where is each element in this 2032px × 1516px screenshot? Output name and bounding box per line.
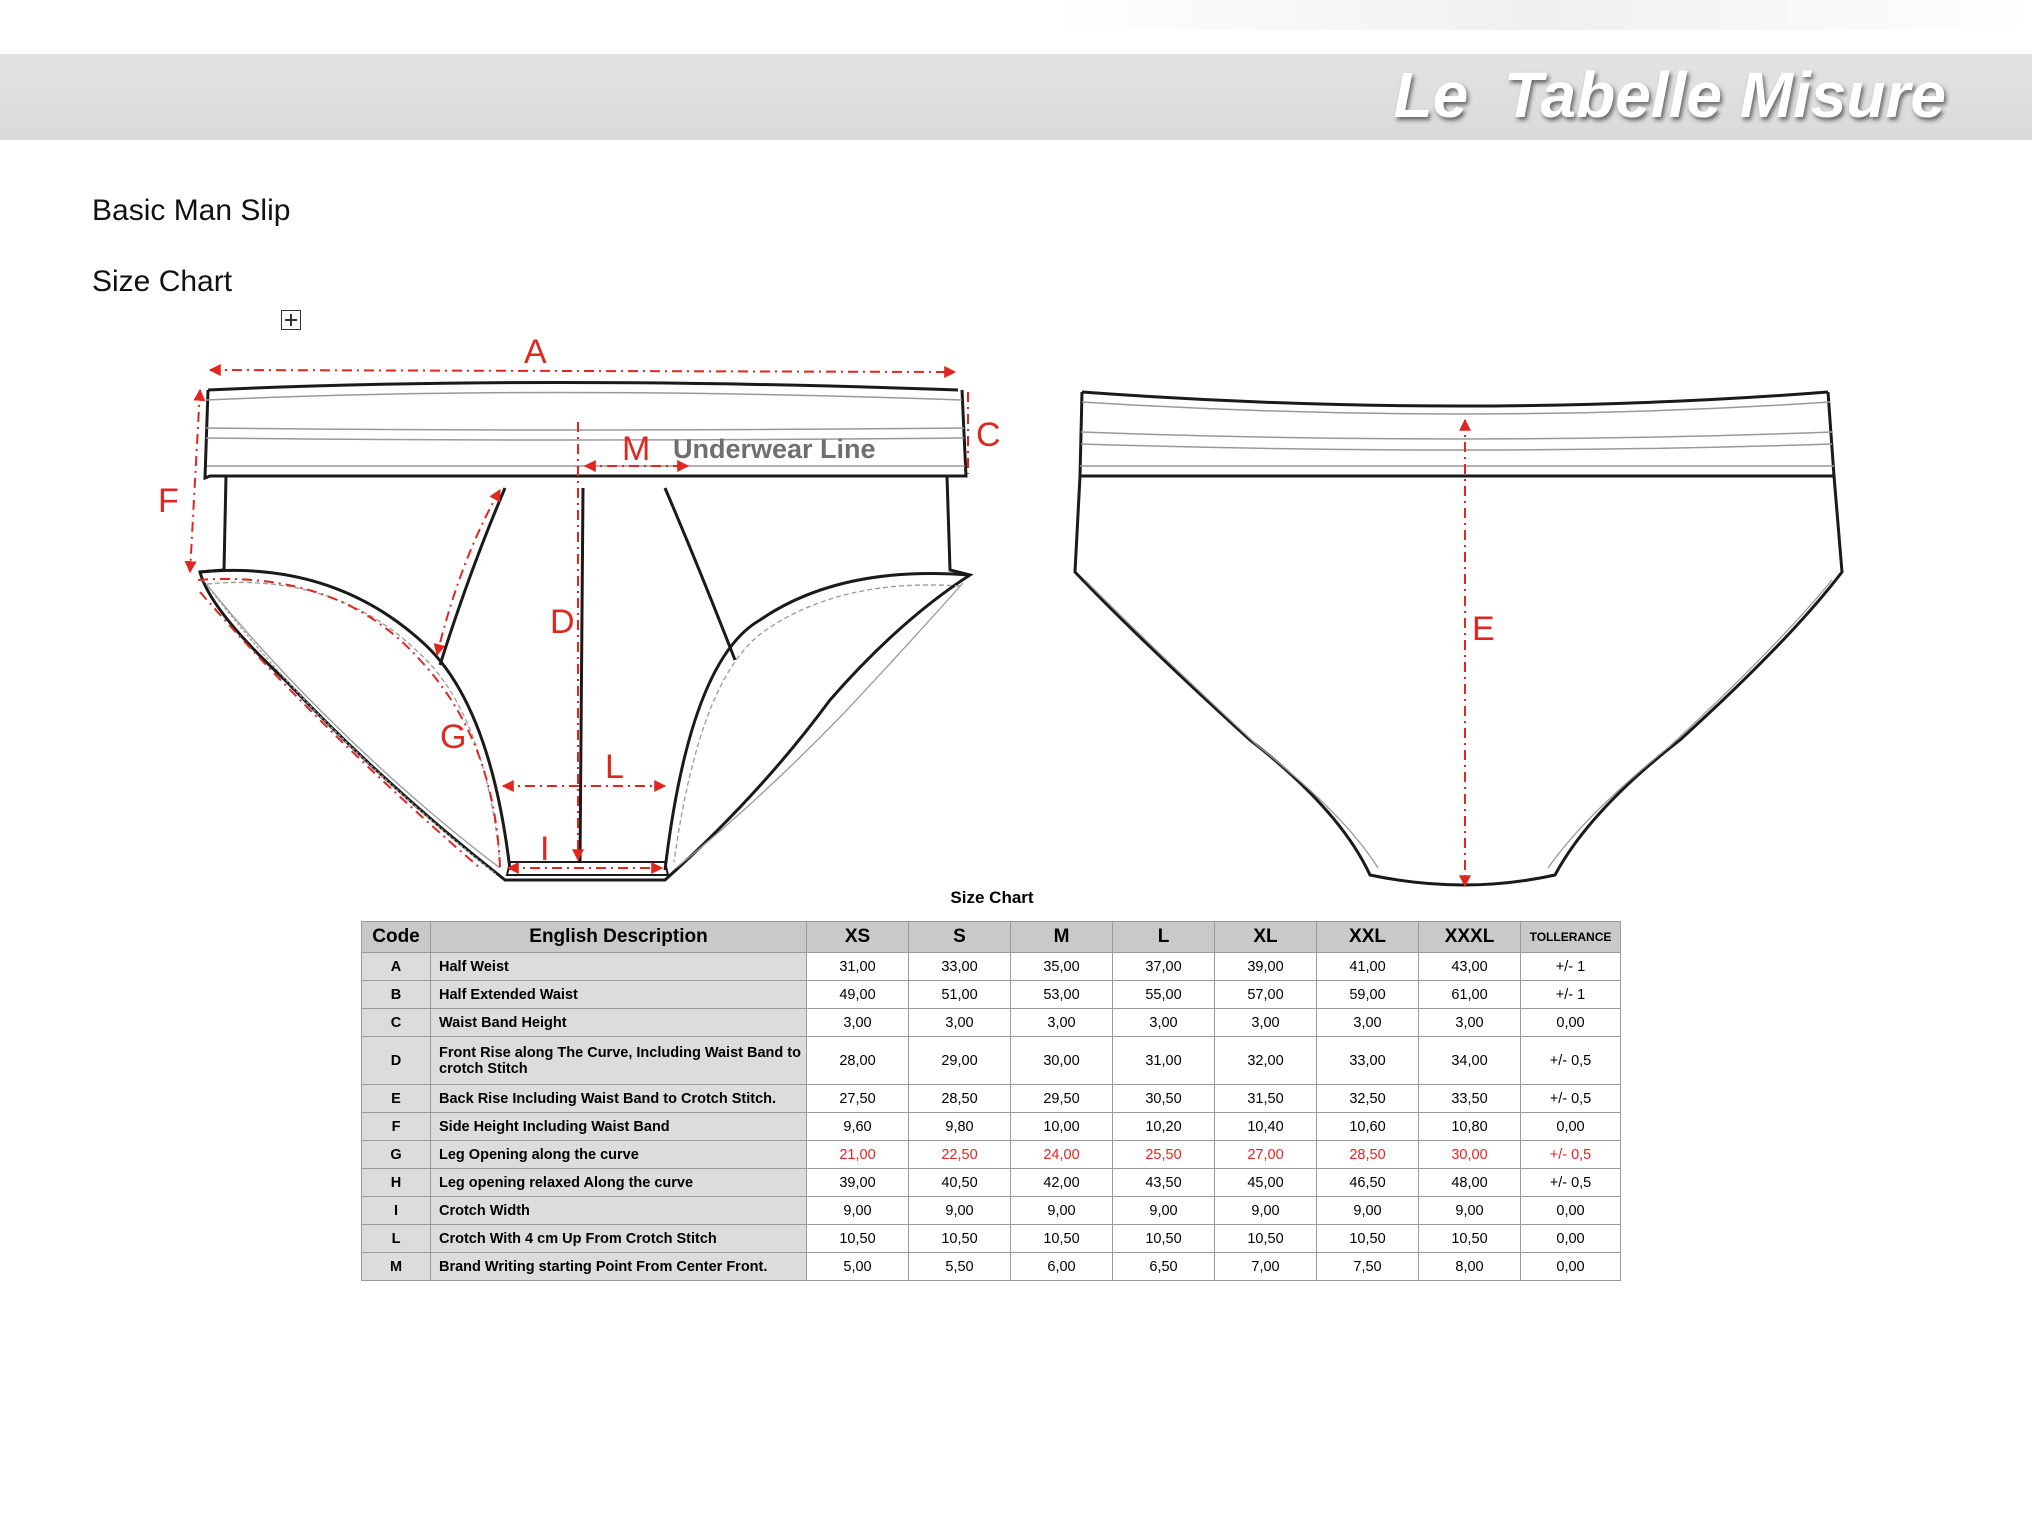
cell-value: 24,00 [1011, 1141, 1113, 1169]
header-size-m: M [1011, 922, 1113, 953]
table-header-row [362, 922, 1621, 953]
cell-value: 59,00 [1317, 981, 1419, 1009]
cell-value: 29,50 [1011, 1085, 1113, 1113]
cell-value: 6,00 [1011, 1253, 1113, 1281]
cell-tolerance: +/- 1 [1521, 953, 1621, 981]
cell-value: 10,50 [1215, 1225, 1317, 1253]
label-i: I [540, 830, 550, 868]
cell-value: 29,00 [909, 1037, 1011, 1085]
table-caption: Size Chart [950, 888, 1034, 907]
cell-value: 10,50 [1419, 1225, 1521, 1253]
cell-value: 33,50 [1419, 1085, 1521, 1113]
row-description: Leg opening relaxed Along the curve [431, 1169, 807, 1197]
row-code: H [362, 1169, 431, 1197]
table-row [362, 953, 1621, 981]
row-description: Half Weist [431, 953, 807, 981]
cell-value: 3,00 [1011, 1009, 1113, 1037]
cell-value: 42,00 [1011, 1169, 1113, 1197]
cell-value: 22,50 [909, 1141, 1011, 1169]
cell-value: 3,00 [1113, 1009, 1215, 1037]
measure-f-line [190, 390, 200, 572]
cell-value: 9,60 [807, 1113, 909, 1141]
row-description: Back Rise Including Waist Band to Crotch Stitch. [431, 1085, 807, 1113]
label-d: D [550, 603, 575, 641]
cell-value: 10,40 [1215, 1113, 1317, 1141]
cell-value: 27,50 [807, 1085, 909, 1113]
cell-tolerance: +/- 0,5 [1521, 1085, 1621, 1113]
cell-value: 9,00 [1011, 1197, 1113, 1225]
row-description: Front Rise along The Curve, Including Waist Band to crotch Stitch [431, 1037, 807, 1085]
header-size-xxxl: XXXL [1419, 922, 1521, 953]
cell-value: 9,00 [1113, 1197, 1215, 1225]
table-row [362, 1169, 1621, 1197]
cell-value: 10,50 [1011, 1225, 1113, 1253]
cell-tolerance: 0,00 [1521, 1113, 1621, 1141]
label-f: F [158, 482, 179, 520]
header-size-xxl: XXL [1317, 922, 1419, 953]
table-row [362, 1009, 1621, 1037]
cell-value: 41,00 [1317, 953, 1419, 981]
cell-value: 48,00 [1419, 1169, 1521, 1197]
cell-value: 9,00 [1317, 1197, 1419, 1225]
cell-value: 3,00 [909, 1009, 1011, 1037]
front-body-outline [200, 476, 970, 880]
cell-tolerance: 0,00 [1521, 1253, 1621, 1281]
label-e: E [1472, 610, 1495, 648]
cell-value: 10,50 [909, 1225, 1011, 1253]
measure-a-line [210, 370, 955, 372]
header-code: Code [362, 922, 431, 953]
cell-value: 21,00 [807, 1141, 909, 1169]
cell-value: 55,00 [1113, 981, 1215, 1009]
table-row [362, 1113, 1621, 1141]
cell-value: 34,00 [1419, 1037, 1521, 1085]
back-view [1075, 392, 1842, 885]
cell-value: 33,00 [909, 953, 1011, 981]
table-row [362, 1253, 1621, 1281]
row-code: I [362, 1197, 431, 1225]
cell-value: 49,00 [807, 981, 909, 1009]
cell-value: 31,00 [807, 953, 909, 981]
front-fly-left [440, 488, 505, 665]
back-waistband-top [1082, 392, 1828, 406]
cell-tolerance: 0,00 [1521, 1197, 1621, 1225]
size-table [361, 921, 1621, 1281]
cell-tolerance: +/- 0,5 [1521, 1169, 1621, 1197]
cell-tolerance: +/- 1 [1521, 981, 1621, 1009]
cell-value: 8,00 [1419, 1253, 1521, 1281]
cell-value: 31,00 [1113, 1037, 1215, 1085]
cell-value: 5,00 [807, 1253, 909, 1281]
label-g: G [440, 718, 467, 756]
cell-value: 27,00 [1215, 1141, 1317, 1169]
banner-title: Le Tabelle Misure [1393, 59, 1946, 131]
cell-value: 3,00 [1419, 1009, 1521, 1037]
front-fly-right [665, 488, 735, 660]
cell-value: 28,50 [909, 1085, 1011, 1113]
cell-value: 3,00 [1317, 1009, 1419, 1037]
cell-value: 32,50 [1317, 1085, 1419, 1113]
header-tolerance: TOLLERANCE [1521, 922, 1621, 953]
row-code: A [362, 953, 431, 981]
cell-value: 25,50 [1113, 1141, 1215, 1169]
front-waistband-top [208, 383, 958, 391]
underwear-line-label: Underwear Line [673, 434, 876, 464]
cell-value: 28,50 [1317, 1141, 1419, 1169]
label-a: A [524, 333, 547, 371]
cell-value: 57,00 [1215, 981, 1317, 1009]
cell-value: 6,50 [1113, 1253, 1215, 1281]
cell-value: 9,00 [1215, 1197, 1317, 1225]
row-description: Crotch Width [431, 1197, 807, 1225]
cell-tolerance: 0,00 [1521, 1009, 1621, 1037]
cell-tolerance: +/- 0,5 [1521, 1037, 1621, 1085]
cell-value: 5,50 [909, 1253, 1011, 1281]
header-size-xs: XS [807, 922, 909, 953]
cell-value: 10,00 [1011, 1113, 1113, 1141]
table-row [362, 1037, 1621, 1085]
cell-value: 51,00 [909, 981, 1011, 1009]
row-description: Brand Writing starting Point From Center Front. [431, 1253, 807, 1281]
header-size-l: L [1113, 922, 1215, 953]
cell-value: 7,50 [1317, 1253, 1419, 1281]
cell-value: 37,00 [1113, 953, 1215, 981]
cell-value: 33,00 [1317, 1037, 1419, 1085]
cell-value: 10,80 [1419, 1113, 1521, 1141]
cell-value: 10,50 [807, 1225, 909, 1253]
row-code: F [362, 1113, 431, 1141]
header-description: English Description [431, 922, 807, 953]
row-description: Leg Opening along the curve [431, 1141, 807, 1169]
cell-value: 39,00 [1215, 953, 1317, 981]
cell-value: 35,00 [1011, 953, 1113, 981]
cell-value: 30,00 [1011, 1037, 1113, 1085]
row-description: Crotch With 4 cm Up From Crotch Stitch [431, 1225, 807, 1253]
cell-value: 46,50 [1317, 1169, 1419, 1197]
cell-value: 39,00 [807, 1169, 909, 1197]
cell-value: 45,00 [1215, 1169, 1317, 1197]
front-center-seam [580, 488, 583, 862]
cell-value: 53,00 [1011, 981, 1113, 1009]
table-row [362, 981, 1621, 1009]
label-l: L [605, 748, 624, 786]
table-row [362, 1225, 1621, 1253]
diagram-labels [158, 333, 1495, 868]
label-m: M [622, 430, 651, 468]
cell-value: 61,00 [1419, 981, 1521, 1009]
row-code: E [362, 1085, 431, 1113]
cell-value: 3,00 [1215, 1009, 1317, 1037]
row-description: Half Extended Waist [431, 981, 807, 1009]
front-leg-right [665, 573, 970, 870]
cell-value: 43,00 [1419, 953, 1521, 981]
back-body-outline [1075, 476, 1842, 885]
cell-value: 3,00 [807, 1009, 909, 1037]
cell-value: 7,00 [1215, 1253, 1317, 1281]
cell-tolerance: +/- 0,5 [1521, 1141, 1621, 1169]
cell-value: 9,00 [1419, 1197, 1521, 1225]
cell-value: 31,50 [1215, 1085, 1317, 1113]
size-chart-heading: Size Chart [92, 265, 233, 298]
cell-value: 28,00 [807, 1037, 909, 1085]
row-code: B [362, 981, 431, 1009]
table-row-highlighted [362, 1141, 1621, 1169]
row-code: D [362, 1037, 431, 1085]
header-size-xl: XL [1215, 922, 1317, 953]
cell-value: 30,50 [1113, 1085, 1215, 1113]
cell-value: 40,50 [909, 1169, 1011, 1197]
label-c: C [976, 416, 1001, 454]
cell-value: 9,80 [909, 1113, 1011, 1141]
cell-value: 43,50 [1113, 1169, 1215, 1197]
row-code: L [362, 1225, 431, 1253]
cell-value: 10,50 [1317, 1225, 1419, 1253]
row-code: G [362, 1141, 431, 1169]
table-row [362, 1085, 1621, 1113]
cell-value: 32,00 [1215, 1037, 1317, 1085]
cell-value: 9,00 [909, 1197, 1011, 1225]
cell-value: 30,00 [1419, 1141, 1521, 1169]
row-description: Side Height Including Waist Band [431, 1113, 807, 1141]
cell-value: 10,50 [1113, 1225, 1215, 1253]
row-code: M [362, 1253, 431, 1281]
cell-value: 9,00 [807, 1197, 909, 1225]
cell-value: 10,20 [1113, 1113, 1215, 1141]
product-title: Basic Man Slip [92, 194, 291, 227]
row-description: Waist Band Height [431, 1009, 807, 1037]
table-row [362, 1197, 1621, 1225]
cell-value: 10,60 [1317, 1113, 1419, 1141]
row-code: C [362, 1009, 431, 1037]
cell-tolerance: 0,00 [1521, 1225, 1621, 1253]
header-size-s: S [909, 922, 1011, 953]
measure-fly-line [437, 490, 500, 655]
